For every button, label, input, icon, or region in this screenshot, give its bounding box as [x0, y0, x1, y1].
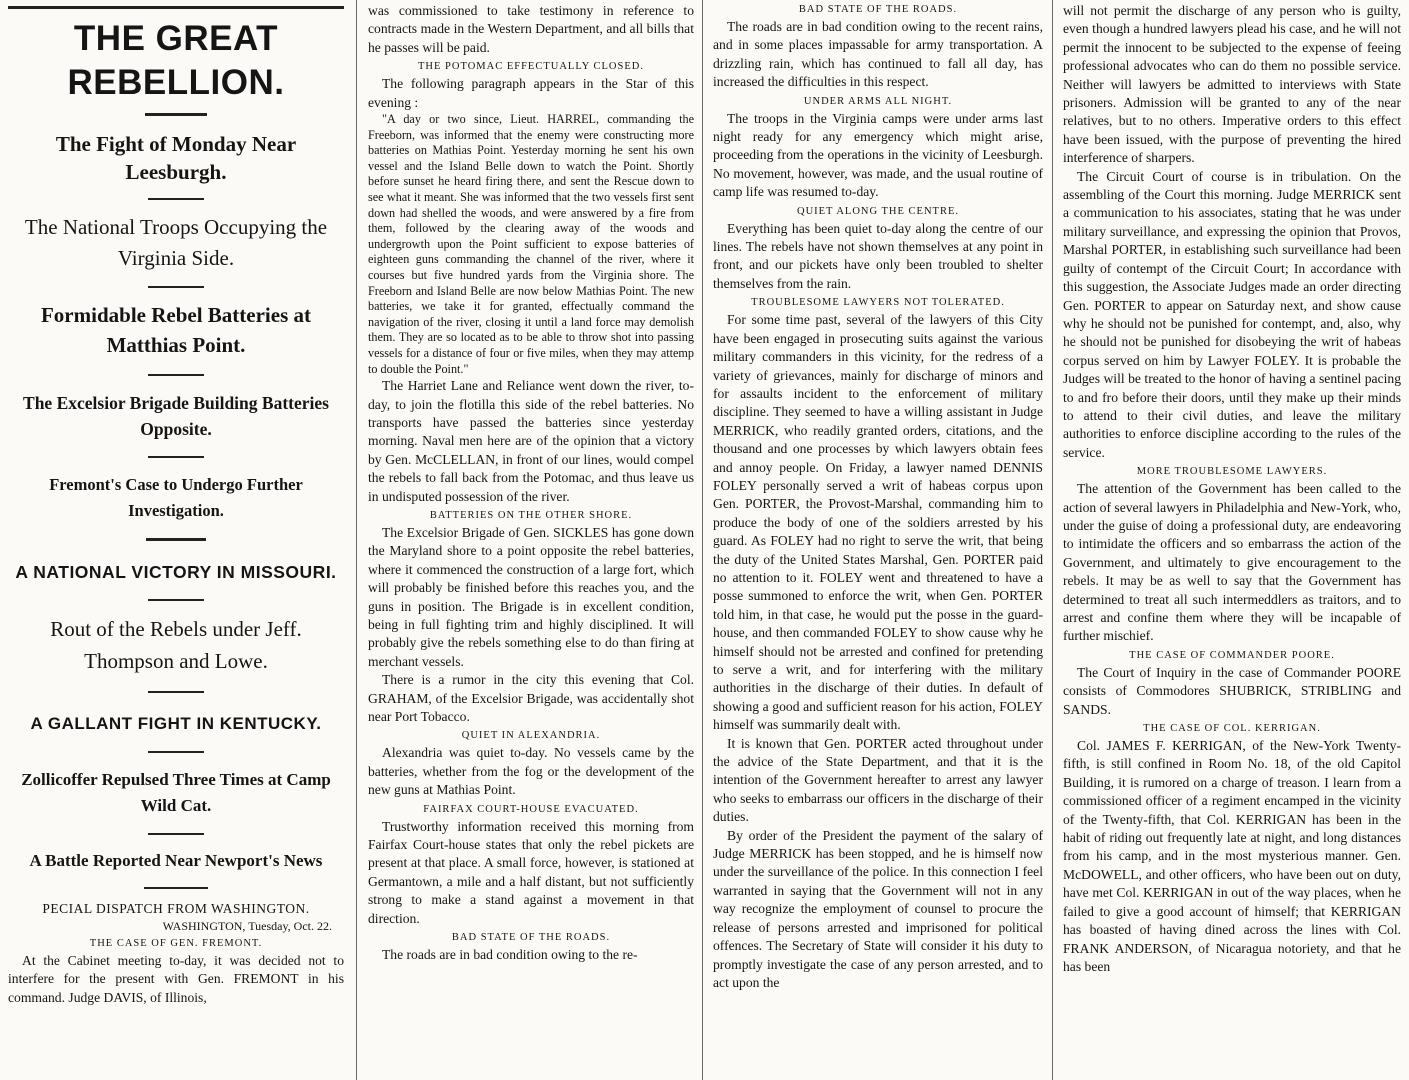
paragraph-quote: "A day or two since, Lieut. HARREL, commanding the Freeborn, was informed that the enemy were constructing more batteries on Mathias Point. Yesterday morning he sent his own vessel and the Island Belle down to watch the Point. Shortly before sunset he heard firing there, and sent the Rescue down to see what it meant. She was informed that the two vessels first sent down had shelled the woods, and were answered by a fire from them, followed by the clearing away of the woods and undergrowth upon the Point sufficient to expose batteries of eighteen guns commanding the channel of the river, where it courses but five hundred yards from the Virginia shore. The Freeborn and Island Belle are now below Mathias Point. The new batteries, we take it for granted, effectually command the navigation of the river, closing it until a land force may demolish them. They are so located as to be able to throw shot into passing vessels for a distance of four or five miles, when they may attemp to double the Point.": [368, 112, 694, 376]
column-rule: [356, 0, 357, 1080]
deck-kentucky: A GALLANT FIGHT IN KENTUCKY.: [30, 714, 322, 733]
subhead-potomac: THE POTOMAC EFFECTUALLY CLOSED.: [418, 61, 644, 73]
paragraph-continued: will not permit the discharge of any person who is guilty, even though a hundred lawyers plead his case, and he will not permit the innocent to be subjected to the expense of feeing professional advocates who can do them no possible service. Neither will lawyers be admitted to interviews with State prisoners. Admission will be granted to any of the near relatives, but to no others. Imperative orders to this effect have been issued, with the purpose of preventing the hired interference of sharpers.: [1063, 3, 1401, 166]
paragraph-fairfax: Trustworthy information received this morning from Fairfax Court-house states that only the rebel pickets are present at that place. A small force, however, is stationed at Germantown, a mile and a half distant, but not sufficiently strong to make a stand against a movement in that direction.: [368, 818, 694, 926]
subhead-under-arms: UNDER ARMS ALL NIGHT.: [803, 95, 953, 107]
deck-virginia-side: The National Troops Occupying the Virginia Side.: [24, 215, 328, 270]
column-4: [1057, 0, 1407, 1080]
column-3: [707, 0, 1047, 1080]
dateline: WASHINGTON, Tuesday, Oct. 22.: [162, 919, 332, 933]
deck-excelsior: The Excelsior Brigade Building Batteries Opposite.: [23, 393, 329, 439]
paragraph-centre: Everything has been quiet to-day along the centre of our lines. The rebels have not shown themselves at any point in front, and our pickets have only been troubled to shelter themselves from the rain.: [713, 220, 1043, 291]
deck-thompson-lowe: Rout of the Rebels under Jeff. Thompson and Lowe.: [50, 617, 302, 673]
deck-leesburgh: The Fight of Monday Near Leesburgh.: [55, 132, 297, 184]
subhead-poore: THE CASE OF COMMANDER POORE.: [1129, 649, 1335, 661]
paragraph-roads: The roads are in bad condition owing to the recent rains, and in some places impassable for army transportation. A drizzling rain, which has continued to fall all day, has increased the difficulties in this respect.: [713, 19, 1043, 90]
paragraph-harriet-lane: The Harriet Lane and Reliance went down the river, to-day, to join the flotilla this side of the rebel batteries. No transports have passed the batteries since yesterday morning. Naval men here are of the opinion that a victory by Gen. McCLELLAN, in front of our lines, would compel the rebels to fall back from the Potomac, and thus leave us in undisputed possession of the river.: [368, 378, 694, 504]
column-1: [0, 0, 352, 1080]
paragraph-cabinet: At the Cabinet meeting to-day, it was decided not to interfere for the present with Gen. FREMONT in his command. Judge DAVIS, of Illinois,: [8, 953, 344, 1005]
deck-zollicoffer: Zollicoffer Repulsed Three Times at Camp Wild Cat.: [21, 770, 331, 815]
divider: [148, 456, 204, 458]
subhead-roads: BAD STATE OF THE ROADS.: [451, 932, 611, 944]
paragraph-intro: was commissioned to take testimony in reference to contracts made in the Western Department, and all bills that he passes will be paid.: [368, 3, 694, 55]
subhead-roads: BAD STATE OF THE ROADS.: [798, 4, 958, 15]
paragraph-lawyers: For some time past, several of the lawyers of this City have been engaged in prosecuting suits against the various military commanders in this vicinity, for the redress of a variety of grievances, mainly for discharge of minors and for assaults incident to the enforcement of military discipline. They seemed to have a willing assistant in Judge MERRICK, who readily granted orders, citations, and the thousand and one processes by which lawyers obtain fees and annoy people. On Friday, a lawyer named DENNIS FOLEY personally served a writ of habeas corpus upon Gen. PORTER, the Provost-Marshal, commanding him to produce the body of one of the soldiers arrested by his guard. As FOLEY had no right to serve the writ, that being the duty of the United States Marshal, Gen. PORTER paid no attention to it. FOLEY went and threatened to have a posse summoned to enforce the writ, when Gen. PORTER told him, in that case, he would put the posse in the guard-house, and then commanded FOLEY to show cause why he himself should not be arrested and confined for pretending to serve a writ, and for interfering with the military authorities in the discharge of their duties. In default of showing a good and sufficient reason for his action, FOLEY himself was summarily dealt with.: [713, 312, 1043, 733]
subhead-more-lawyers: MORE TROUBLESOME LAWYERS.: [1136, 466, 1328, 478]
deck-newports-news: A Battle Reported Near Newport's News: [29, 851, 323, 870]
paragraph-circuit-court: The Circuit Court of course is in tribulation. On the assembling of the Court this morning. Judge MERRICK sent a communication to his associates, stating that he was under military surveillance, and expressing the opinion that Provos, Marshal PORTER, in establishing such surveillance had been guilty of contempt of the Circuit Court; In accordance with this suggestion, the Associate Judges made an order directing Gen. PORTER to appear on Saturday next, and show cause why he should not be punished for contempt, and, also, why he should not be punished for disobeying the writ of habeas corpus served on him by Lawyer FOLEY. It is probable the Judges will be treated to the honor of having a sentinel pacing to and fro before their doors, until they make up their minds to attend to their civil duties, and leave the military authorities to enforce discipline according to the rules of the service.: [1063, 168, 1401, 460]
paragraph-under-arms: The troops in the Virginia camps were under arms last night ready for any emergency which might arise, proceeding from the operations in the vicinity of Leesburgh. No movement, however, was made, and the usual routine of camp life was resumed to-day.: [713, 110, 1043, 200]
paragraph-kerrigan: Col. JAMES F. KERRIGAN, of the New-York Twenty-fifth, is still confined in Room No. 18, of the old Capitol Building, it is rumored on a charge of treason. I learn from a commissioned officer of a regiment encamped in the vicinity of the Twenty-fifth, that Col. KERRIGAN has been in the habit of riding out frequently late at night, and long distances from his camp, and in the most mysterious manner. Gen. McDOWELL, and other officers, who have been out on duty, have met Col. KERRIGAN in out of the way places, when he failed to give a good account of himself; that KERRIGAN has boasted of having dined across the lines with Col. FRANK ANDERSON, of Nicaragua notoriety, and that he has been: [1063, 738, 1401, 974]
paragraph-star: The following paragraph appears in the Star of this evening :: [368, 76, 694, 110]
paragraph-known: It is known that Gen. PORTER acted throughout under the advice of the State Department, and that it is the intention of the Government hereafter to arrest any lawyer who seeks to embarrass our officers in the discharge of their duties.: [713, 735, 1043, 825]
divider: [148, 374, 204, 376]
subhead-batteries: BATTERIES ON THE OTHER SHORE.: [429, 509, 633, 521]
divider: [148, 833, 204, 835]
main-headline: THE GREAT REBELLION.: [8, 6, 344, 105]
subhead-lawyers: TROUBLESOME LAWYERS NOT TOLERATED.: [751, 297, 1005, 309]
paragraph-poore: The Court of Inquiry in the case of Commander POORE consists of Commodores SHUBRICK, STRIBLING and SANDS.: [1063, 664, 1401, 717]
divider: [148, 198, 204, 200]
paragraph-rumor: There is a rumor in the city this evening that Col. GRAHAM, of the Excelsior Brigade, was accidentally shot near Port Tobacco.: [368, 672, 694, 725]
subhead-fairfax: FAIRFAX COURT-HOUSE EVACUATED.: [423, 803, 639, 815]
divider: [148, 691, 204, 693]
divider: [148, 286, 204, 288]
column-2: [362, 0, 698, 1080]
deck-fremont: Fremont's Case to Undergo Further Investigation.: [49, 475, 303, 520]
paragraph-alexandria: Alexandria was quiet to-day. No vessels came by the batteries, whether from the fog or the development of the new guns at Mathias Point.: [368, 745, 694, 798]
divider: [146, 538, 206, 541]
paragraph-roads: The roads are in bad condition owing to the re-: [382, 947, 638, 963]
column-rule: [702, 0, 703, 1080]
subhead-centre: QUIET ALONG THE CENTRE.: [796, 205, 960, 217]
divider: [144, 887, 208, 889]
subhead-alexandria: QUIET IN ALEXANDRIA.: [461, 730, 601, 742]
column-rule: [1052, 0, 1053, 1080]
divider: [148, 751, 204, 753]
deck-matthias-point: Formidable Rebel Batteries at Matthias Point.: [40, 303, 312, 357]
divider: [148, 599, 204, 601]
subhead-fremont-case: THE CASE OF GEN. FREMONT.: [89, 938, 263, 949]
paragraph-president-order: By order of the President the payment of the salary of Judge MERRICK has been stopped, and he is himself now under the surveillance of the police. In this connection I feel warranted in saying that the Government will not in any way recognize the employment of counsel to procure the release of persons arrested and imprisoned for political offences. The Secretary of State will consider it his duty to promptly investigate the case of any person arrested, and to act upon the: [713, 827, 1043, 990]
divider: [145, 113, 207, 116]
paragraph-excelsior: The Excelsior Brigade of Gen. SICKLES has gone down the Maryland shore to a point opposite the rebel batteries, where it commenced the construction of a large fort, which will probably be finished before this reaches you, and the guns in position. The Brigade is in excellent condition, being in full fighting trim and highly disciplined. It will probably give the rebels something else to do than firing at merchant vessels.: [368, 524, 694, 669]
dispatch-line: PECIAL DISPATCH FROM WASHINGTON.: [42, 901, 310, 916]
deck-missouri: A NATIONAL VICTORY IN MISSOURI.: [15, 562, 337, 582]
paragraph-more-lawyers: The attention of the Government has been called to the action of several lawyers in Philadelphia and New-York, who, under the guise of doing a professional duty, are endeavoring to intimidate the officers and so embarrass the action of the Government, and ultimately to give encouragement to the rebels. It may be as well to say that the Government has determined to treat all such intermeddlers as traitors, and to arrest and confine them where they will be incapable of further mischief.: [1063, 481, 1401, 644]
subhead-kerrigan: THE CASE OF COL. KERRIGAN.: [1143, 723, 1321, 735]
